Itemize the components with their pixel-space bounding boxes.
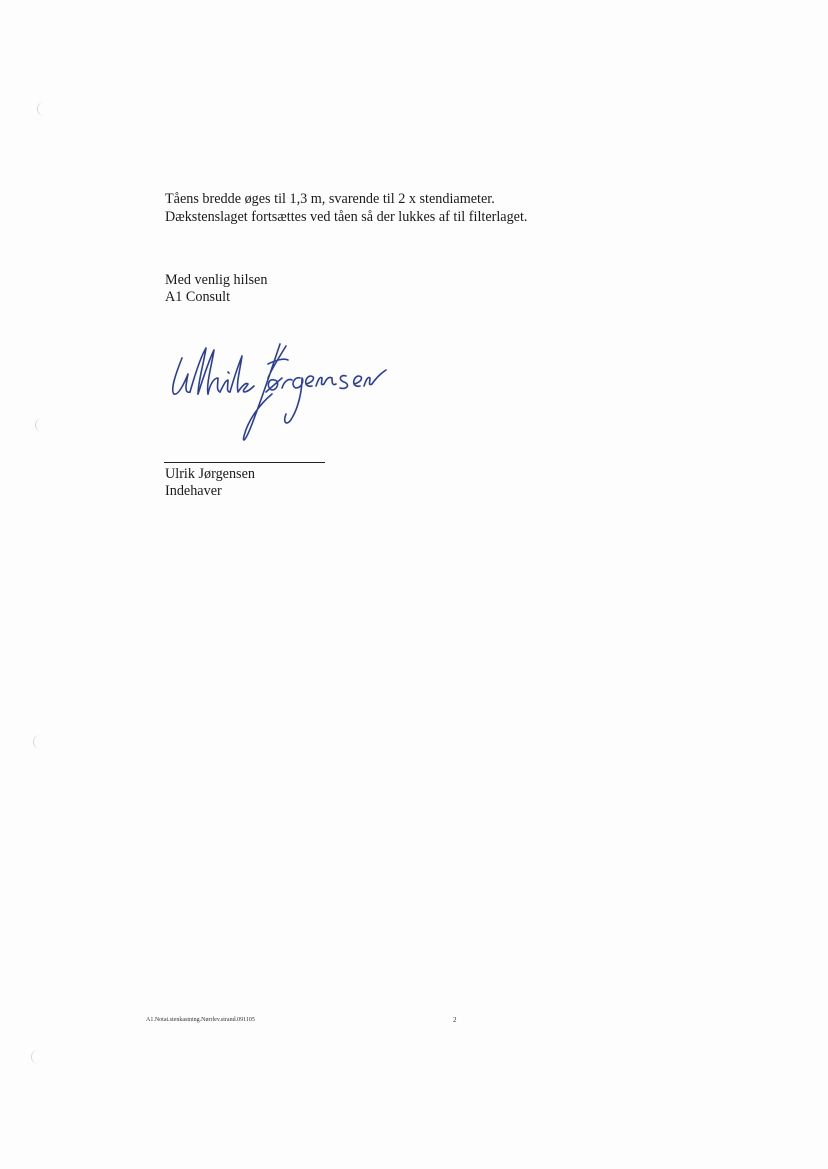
- punch-hole-mark: [37, 102, 44, 116]
- closing-company: A1 Consult: [165, 289, 231, 305]
- signer-block: [165, 466, 255, 500]
- punch-hole-mark: [31, 1050, 38, 1064]
- page-number: 2: [453, 1016, 457, 1024]
- closing-greeting: Med venlig hilsen: [165, 272, 268, 288]
- signature-line: [164, 462, 325, 463]
- body-line-1: Tåens bredde øges til 1,3 m, svarende til 2 x stendiameter.: [165, 191, 495, 207]
- closing-block: [165, 272, 267, 306]
- signer-name: Ulrik Jørgensen: [165, 466, 255, 482]
- punch-hole-mark: [35, 418, 42, 432]
- handwritten-signature: [168, 338, 408, 448]
- body-line-2: Dækstenslaget fortsættes ved tåen så der lukkes af til filterlaget.: [165, 209, 528, 225]
- signer-title: Indehaver: [165, 483, 222, 499]
- body-paragraph: [165, 190, 527, 226]
- punch-hole-mark: [33, 735, 40, 749]
- footer-reference: A1.Notat.stenkastning.Nørrlev.strand.091105: [146, 1017, 255, 1023]
